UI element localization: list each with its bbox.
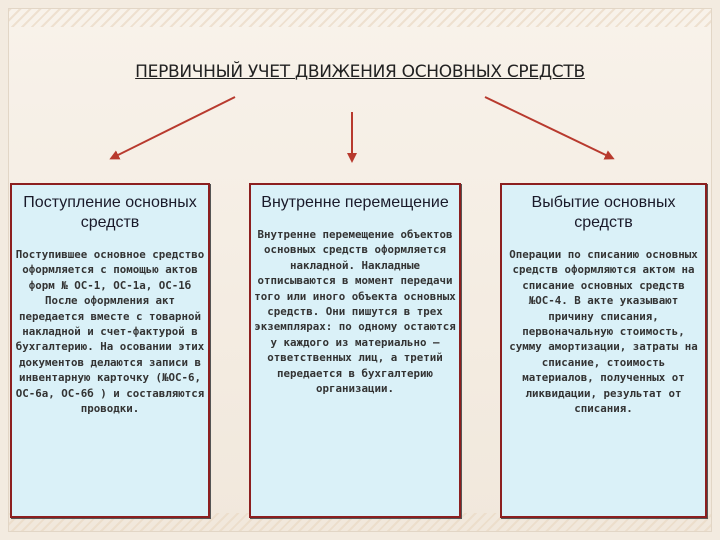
box-text: Внутренне перемещение объектов основных средств оформляется накладной. Накладные отписываются в момент передачи того или иного объекта основных средств. Они пишутся в трех экземплярах: по одному остаются у каждого из материально – ответственных лиц, а третий передается в бухгалтерию организации. — [254, 228, 456, 396]
box-text: Операции по списанию основных средств оформляются актом на списание основных средств №ОС-4. В акте указывают причину списания, первоначальную стоимость, сумму амортизации, затраты на списание, стоимость материалов, полученных от ликвидации, результат от списания. — [509, 248, 698, 416]
slide-title: ПЕРВИЧНЫЙ УЧЕТ ДВИЖЕНИЯ ОСНОВНЫХ СРЕДСТВ — [135, 62, 585, 82]
box-receipt — [10, 183, 210, 518]
box-internal-transfer — [249, 183, 461, 518]
box-disposal — [500, 183, 707, 518]
decor-stripes-top — [9, 9, 711, 27]
box-heading: Выбытие основных средств — [531, 194, 676, 231]
box-text: Поступившее основное средство оформляется с помощью актов форм № ОС-1, ОС-1а, ОС-1б После оформления акт передается вместе с товарной накладной и счет-фактурой в бухгалтерию. На осовании этих документов делаются записи в инвентарную карточку (№ОС-6, ОС-6а, ОС-6б ) и составляются проводки. — [15, 248, 205, 416]
box-heading: Поступление основных средств — [23, 194, 197, 231]
box-heading: Внутренне перемещение — [261, 194, 449, 211]
